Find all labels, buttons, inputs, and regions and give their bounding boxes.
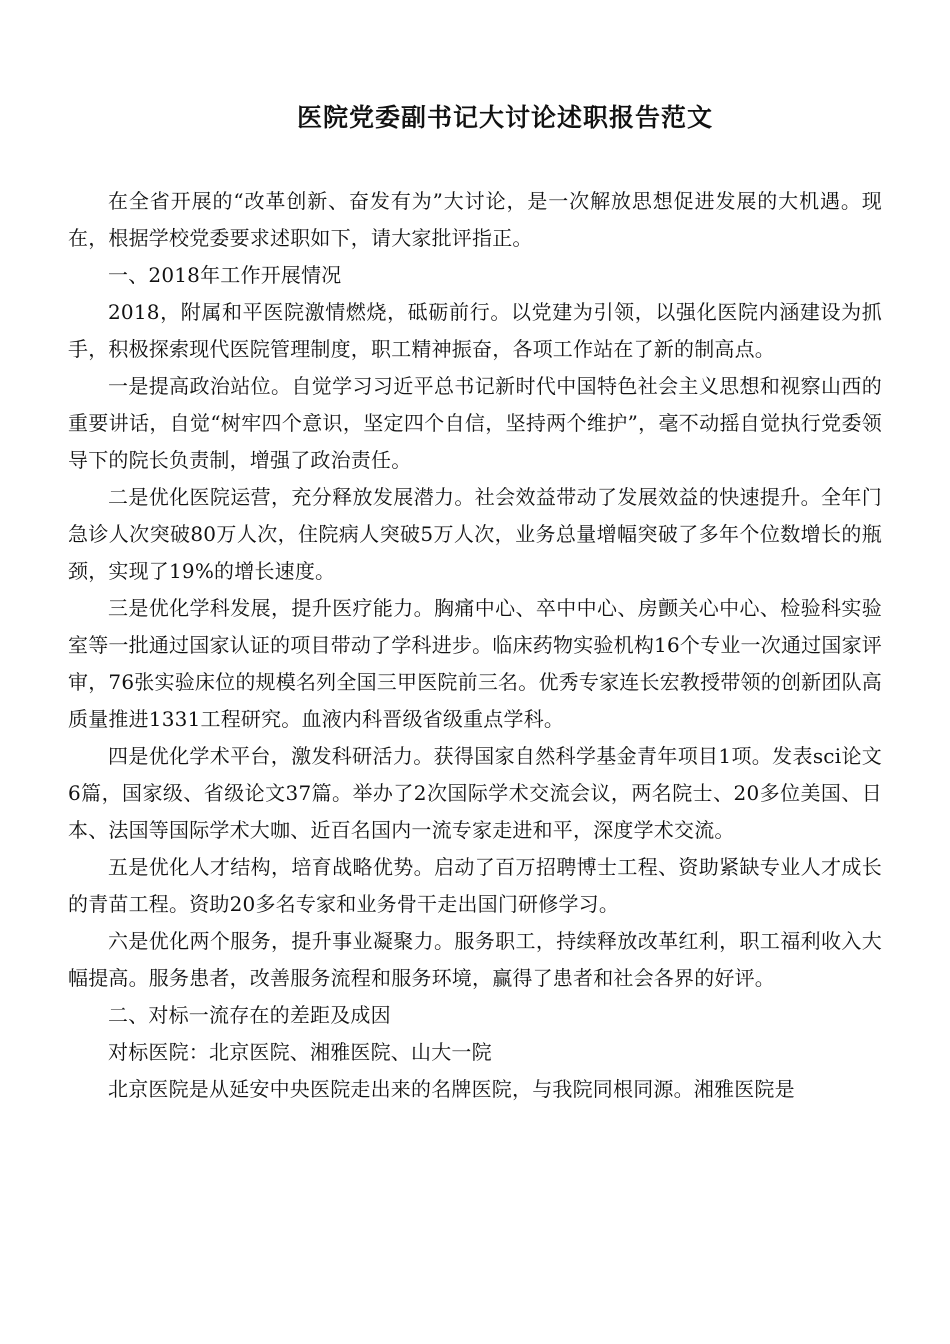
paragraph-item-4: 四是优化学术平台，激发科研活力。获得国家自然科学基金青年项目1项。发表sci论文6篇，国家级、省级论文37篇。举办了2次国际学术交流会议，两名院士、20多位美国、日本、法国等国际学术大咖、近百名国内一流专家走进和平，深度学术交流。 xyxy=(68,744,882,842)
paragraph-item-3: 三是优化学科发展，提升医疗能力。胸痛中心、卒中中心、房颤关心中心、检验科实验室等一批通过国家认证的项目带动了学科进步。临床药物实验机构16个专业一次通过国家评审，76张实验床位的规模名列全国三甲医院前三名。优秀专家连长宏教授带领的创新团队高质量推进1331工程研究。血液内科晋级省级重点学科。 xyxy=(68,596,882,731)
paragraph-benchmark: 对标医院：北京医院、湘雅医院、山大一院 xyxy=(108,1040,492,1064)
paragraph-item-5: 五是优化人才结构，培育战略优势。启动了百万招聘博士工程、资助紧缺专业人才成长的青苗工程。资助20多名专家和业务骨干走出国门研修学习。 xyxy=(68,855,882,916)
paragraph-item-1: 一是提高政治站位。自觉学习习近平总书记新时代中国特色社会主义思想和视察山西的重要讲话，自觉“树牢四个意识，坚定四个自信，坚持两个维护”，毫不动摇自觉执行党委领导下的院长负责制，增强了政治责任。 xyxy=(68,374,882,472)
document-title: 医院党委副书记大讨论述职报告范文 xyxy=(296,103,713,132)
paragraph-item-6: 六是优化两个服务，提升事业凝聚力。服务职工，持续释放改革红利，职工福利收入大幅提高。服务患者，改善服务流程和服务环境，赢得了患者和社会各界的好评。 xyxy=(68,929,882,990)
paragraph-item-2: 二是优化医院运营，充分释放发展潜力。社会效益带动了发展效益的快速提升。全年门急诊人次突破80万人次，住院病人突破5万人次，业务总量增幅突破了多年个位数增长的瓶颈，实现了19%的增长速度。 xyxy=(68,485,882,583)
section-heading-1: 一、2018年工作开展情况 xyxy=(108,263,342,287)
paragraph-comparison: 北京医院是从延安中央医院走出来的名牌医院，与我院同根同源。湘雅医院是 xyxy=(108,1077,795,1101)
paragraph-overview: 2018，附属和平医院激情燃烧，砥砺前行。以党建为引领，以强化医院内涵建设为抓手，积极探索现代医院管理制度，职工精神振奋，各项工作站在了新的制高点。 xyxy=(68,300,882,361)
paragraph-intro: 在全省开展的“改革创新、奋发有为”大讨论，是一次解放思想促进发展的大机遇。现在，根据学校党委要求述职如下，请大家批评指正。 xyxy=(68,189,882,250)
document-body xyxy=(68,183,882,1108)
section-heading-2: 二、对标一流存在的差距及成因 xyxy=(108,1003,391,1027)
